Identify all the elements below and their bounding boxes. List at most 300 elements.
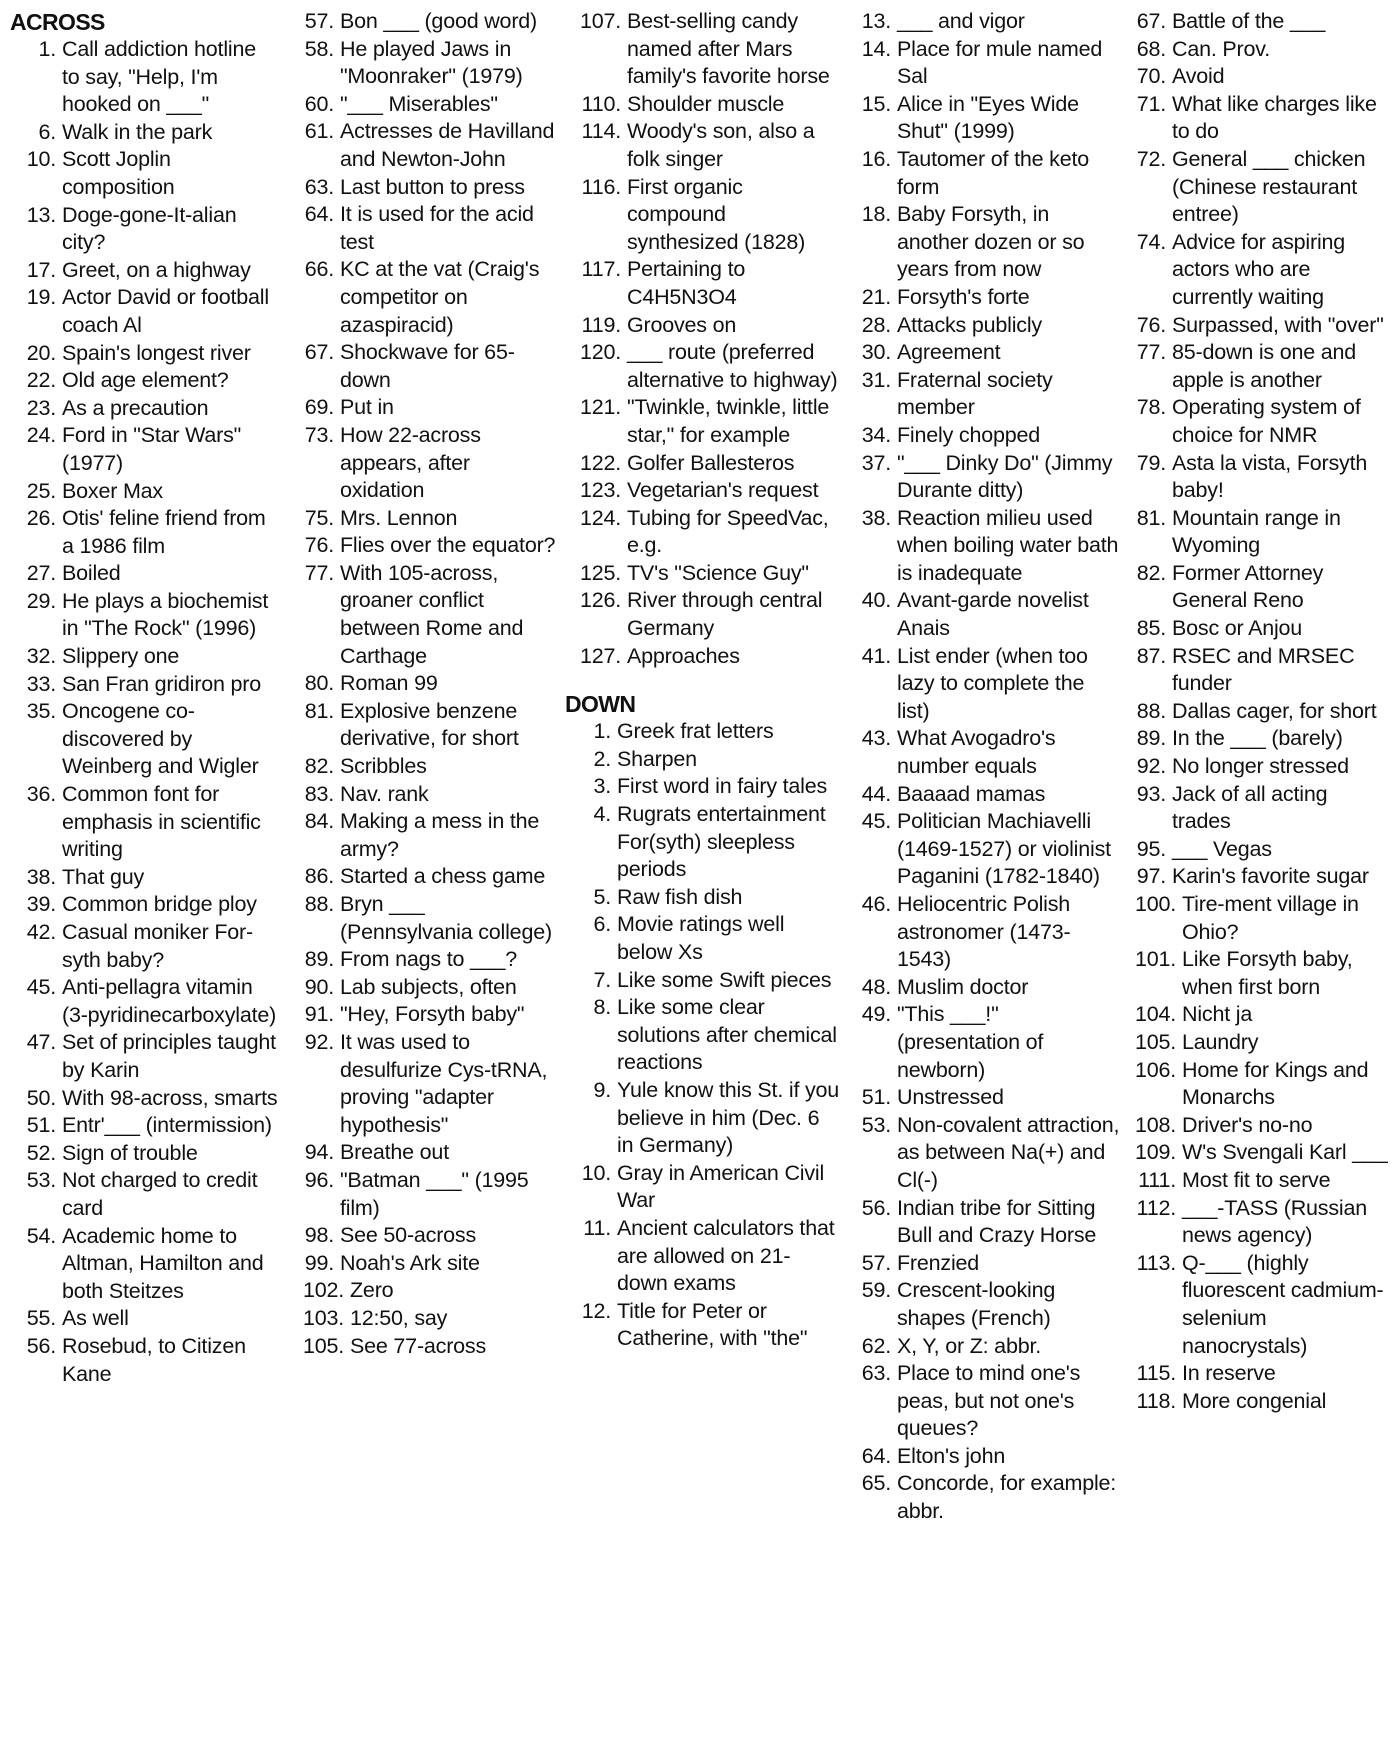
clue-item — [288, 560, 558, 670]
clue-text: Nicht ja — [1182, 1002, 1253, 1027]
clue-item — [10, 1167, 278, 1222]
clue-text: Actresses de Havilland and Newton-John — [340, 119, 555, 171]
clue-number: 109. — [1134, 1140, 1176, 1165]
clue-number: 6. — [38, 119, 56, 144]
clue-number: 11. — [583, 1215, 611, 1240]
clue-item — [565, 505, 840, 560]
clue-text: Raw fish dish — [617, 884, 743, 909]
clue-text: Roman 99 — [340, 671, 438, 696]
clue-number: 83. — [304, 781, 334, 806]
clue-number: 125. — [579, 560, 621, 585]
clue-number: 2. — [593, 746, 611, 771]
clue-number: 74. — [1136, 229, 1166, 254]
clue-text: Forsyth's forte — [897, 284, 1030, 309]
clue-item — [1120, 1139, 1388, 1167]
clue-number: 80. — [304, 671, 334, 696]
clue-number: 1. — [593, 719, 611, 744]
clue-text: Not charged to credit card — [62, 1168, 258, 1220]
clue-item — [288, 532, 558, 560]
clue-item — [1120, 63, 1388, 91]
clue-item — [845, 146, 1120, 201]
clue-item — [10, 1305, 278, 1333]
clue-number: 70. — [1136, 64, 1166, 89]
clue-item — [845, 643, 1120, 726]
clue-text: Set of principles taught by Karin — [62, 1030, 276, 1082]
clue-number: 118. — [1136, 1388, 1176, 1413]
clue-text: Nav. rank — [340, 781, 429, 806]
clue-text: Woody's son, also a folk singer — [627, 119, 815, 171]
clue-item — [1120, 891, 1388, 946]
clue-number: 68. — [1136, 36, 1166, 61]
clue-item — [845, 1360, 1120, 1443]
clue-item — [845, 201, 1120, 284]
clue-number: 1. — [38, 37, 56, 61]
clue-item — [1120, 560, 1388, 615]
clue-number: 64. — [861, 1443, 891, 1468]
clue-item — [565, 174, 840, 257]
clue-number: 51. — [861, 1085, 891, 1110]
clue-number: 71. — [1136, 91, 1166, 116]
clue-item — [10, 864, 278, 892]
clue-text: How 22-across appears, after oxidation — [340, 422, 481, 503]
clue-item — [845, 1084, 1120, 1112]
clue-number: 59. — [861, 1278, 891, 1303]
clue-item — [288, 781, 558, 809]
clue-number: 40. — [861, 588, 891, 613]
clue-item — [288, 698, 558, 753]
clue-item — [10, 119, 278, 147]
clue-text: Lab subjects, often — [340, 974, 517, 999]
clue-item — [565, 339, 840, 394]
clue-text: Greet, on a highway — [62, 257, 251, 282]
clue-item — [565, 450, 840, 478]
clue-number: 86. — [304, 864, 334, 889]
clue-number: 36. — [26, 782, 56, 807]
clue-item — [845, 8, 1120, 36]
clue-item — [1120, 698, 1388, 726]
clue-number: 75. — [304, 505, 334, 530]
clue-number: 31. — [861, 367, 891, 392]
clue-text: Tautomer of the keto form — [897, 146, 1089, 199]
clue-item — [10, 1112, 278, 1140]
clue-number: 121. — [579, 395, 621, 420]
clue-number: 10. — [581, 1160, 611, 1185]
clue-text: Spain's longest river — [62, 340, 251, 365]
clue-number: 105. — [302, 1333, 344, 1358]
clue-item — [565, 643, 840, 671]
clue-number: 38. — [26, 864, 56, 889]
clue-text: "Hey, Forsyth baby" — [340, 1002, 525, 1027]
clue-number: 28. — [861, 312, 891, 337]
clue-number: 81. — [1136, 505, 1166, 530]
clue-number: 45. — [26, 975, 56, 1000]
clue-number: 16. — [861, 146, 891, 171]
clue-item — [845, 808, 1120, 891]
clue-number: 104. — [1134, 1002, 1176, 1027]
clue-item — [10, 781, 278, 864]
clue-item — [845, 1195, 1120, 1250]
clue-item — [845, 781, 1120, 809]
clue-item — [10, 671, 278, 699]
clue-text: Breathe out — [340, 1140, 449, 1165]
clue-item — [845, 284, 1120, 312]
clue-item — [565, 718, 840, 746]
clue-item — [10, 919, 278, 974]
clue-item — [1120, 1388, 1388, 1416]
clue-text: Otis' feline friend from a 1986 film — [62, 506, 266, 558]
clue-item — [845, 587, 1120, 642]
clue-item — [288, 808, 558, 863]
clue-item — [565, 1077, 840, 1160]
clue-item — [288, 1167, 558, 1222]
clue-item — [565, 587, 840, 642]
clue-text: Bon ___ (good word) — [340, 9, 537, 33]
clue-item — [288, 174, 558, 202]
clue-text: Like some clear solutions after chemical reactions — [617, 995, 837, 1075]
clue-number: 7. — [593, 967, 611, 992]
clue-number: 56. — [26, 1333, 56, 1358]
clue-item — [288, 946, 558, 974]
clue-number: 103. — [302, 1305, 344, 1330]
across-heading: ACROSS — [10, 9, 105, 35]
clue-column-2 — [288, 8, 558, 1360]
clue-item — [288, 1277, 558, 1305]
clue-number: 5. — [593, 884, 611, 909]
clue-text: Gray in American Civil War — [617, 1160, 825, 1213]
clue-number: 20. — [26, 340, 56, 365]
clue-number: 32. — [26, 644, 56, 669]
clue-item — [1120, 946, 1388, 1001]
clue-number: 63. — [304, 174, 334, 199]
clue-item — [565, 911, 840, 966]
clue-number: 30. — [861, 340, 891, 365]
clue-number: 85. — [1136, 616, 1166, 641]
clue-item — [1120, 1195, 1388, 1250]
clue-item — [288, 91, 558, 119]
clue-text: "Twinkle, twinkle, little star," for example — [627, 395, 830, 447]
clue-text: As a precaution — [62, 395, 209, 420]
clue-number: 37. — [861, 450, 891, 475]
clue-number: 64. — [304, 202, 334, 227]
clue-number: 45. — [861, 809, 891, 834]
clue-text: As well — [62, 1306, 129, 1331]
clue-item — [1120, 36, 1388, 64]
clue-item — [288, 1139, 558, 1167]
clue-number: 127. — [579, 643, 621, 668]
clue-number: 101. — [1134, 947, 1176, 972]
clue-item — [845, 1443, 1120, 1471]
clue-item — [845, 367, 1120, 422]
clue-number: 69. — [304, 395, 334, 420]
clue-item — [565, 884, 840, 912]
clue-item — [565, 560, 840, 588]
clue-text: Heliocentric Polish astronomer (1473-1543) — [897, 892, 1071, 972]
clue-number: 110. — [581, 91, 621, 116]
clue-text: 85-down is one and apple is another — [1172, 340, 1357, 392]
clue-number: 122. — [579, 450, 621, 475]
clue-number: 22. — [26, 368, 56, 393]
clue-item — [10, 643, 278, 671]
clue-number: 23. — [26, 395, 56, 420]
clue-item — [565, 1215, 840, 1298]
clue-item — [10, 588, 278, 643]
clue-item — [565, 312, 840, 340]
clue-number: 33. — [26, 671, 56, 696]
clue-item — [845, 36, 1120, 91]
clue-number: 89. — [304, 947, 334, 972]
clue-text: It is used for the acid test — [340, 202, 534, 254]
clue-text: Bryn ___ (Pennsylvania college) — [340, 892, 552, 944]
clue-item — [288, 863, 558, 891]
clue-item — [1120, 146, 1388, 229]
clue-item — [288, 753, 558, 781]
clue-column-1 — [10, 8, 278, 1388]
clue-item — [845, 1001, 1120, 1084]
clue-number: 88. — [304, 892, 334, 916]
clue-item — [10, 1085, 278, 1113]
clue-text: Avoid — [1172, 64, 1225, 89]
clue-text: Battle of the ___ — [1172, 9, 1326, 33]
clue-column-3 — [565, 8, 840, 1353]
clue-text: ___ Vegas — [1172, 836, 1272, 861]
clue-number: 100. — [1134, 892, 1176, 916]
clue-text: That guy — [62, 864, 145, 889]
clue-number: 88. — [1136, 698, 1166, 723]
clue-item — [565, 746, 840, 774]
clue-number: 13. — [861, 9, 891, 33]
clue-number: 15. — [861, 91, 891, 116]
clue-item — [288, 1222, 558, 1250]
clue-number: 67. — [1136, 9, 1166, 33]
clue-item — [288, 8, 558, 36]
clue-item — [1120, 1029, 1388, 1057]
clue-item — [10, 36, 278, 119]
clue-text: Shockwave for 65-down — [340, 340, 515, 392]
clue-item — [1120, 1001, 1388, 1029]
clue-text: Making a mess in the army? — [340, 809, 540, 861]
clue-text: Doge-gone-It-alian city? — [62, 202, 237, 255]
clue-text: Finely chopped — [897, 422, 1041, 447]
clue-item — [10, 340, 278, 368]
clue-text: Frenzied — [897, 1250, 980, 1275]
clue-item — [845, 91, 1120, 146]
clue-number: 98. — [304, 1223, 334, 1248]
clue-item — [1120, 312, 1388, 340]
clue-number: 77. — [1136, 340, 1166, 365]
clue-text: Slippery one — [62, 644, 180, 669]
clue-item — [10, 1223, 278, 1306]
clue-text: "Batman ___" (1995 film) — [340, 1167, 529, 1220]
clue-number: 53. — [861, 1112, 891, 1137]
clue-item — [288, 422, 558, 505]
clue-text: San Fran gridiron pro — [62, 671, 261, 696]
clue-text: Alice in "Eyes Wide Shut" (1999) — [897, 91, 1079, 144]
clue-text: Boxer Max — [62, 478, 163, 503]
clue-number: 25. — [26, 478, 56, 503]
clue-item — [845, 725, 1120, 780]
clue-text: W's Svengali Karl ___ — [1182, 1140, 1388, 1165]
clue-item — [1120, 1250, 1388, 1360]
clue-text: X, Y, or Z: abbr. — [897, 1333, 1042, 1358]
clue-text: He plays a biochemist in "The Rock" (1996) — [62, 588, 269, 641]
clue-number: 51. — [26, 1113, 56, 1138]
clue-number: 95. — [1136, 836, 1166, 861]
clue-number: 107. — [579, 9, 621, 33]
clue-number: 19. — [26, 285, 56, 310]
clue-number: 10. — [26, 147, 56, 172]
clue-item — [565, 477, 840, 505]
clue-number: 81. — [304, 698, 334, 723]
clue-item — [10, 422, 278, 477]
clue-text: Ancient calculators that are allowed on 21-down exams — [617, 1215, 835, 1296]
clue-number: 42. — [26, 920, 56, 944]
clue-number: 47. — [26, 1030, 56, 1055]
clue-item — [565, 801, 840, 884]
clue-item — [1120, 450, 1388, 505]
clue-text: Surpassed, with "over" — [1172, 312, 1384, 337]
clue-number: 92. — [1136, 754, 1166, 779]
clue-number: 41. — [861, 643, 891, 668]
clue-item — [1120, 643, 1388, 698]
clue-text: Tire-ment village in Ohio? — [1182, 892, 1359, 944]
clue-number: 119. — [581, 312, 621, 337]
clue-text: Like some Swift pieces — [617, 967, 832, 992]
clue-number: 60. — [304, 91, 334, 116]
clue-number: 29. — [26, 588, 56, 613]
clue-text: Title for Peter or Catherine, with "the" — [617, 1298, 808, 1351]
clue-number: 24. — [26, 423, 56, 448]
clue-item — [565, 1298, 840, 1353]
clue-text: Golfer Ballesteros — [627, 450, 795, 475]
clue-text: Rosebud, to Citizen Kane — [62, 1333, 246, 1386]
clue-text: Jack of all acting trades — [1172, 781, 1328, 834]
clue-number: 9. — [593, 1077, 611, 1102]
clue-item — [565, 118, 840, 173]
clue-column-4 — [845, 8, 1120, 1526]
clue-item — [565, 967, 840, 995]
clue-text: Vegetarian's request — [627, 478, 819, 503]
clue-number: 76. — [1136, 312, 1166, 337]
clue-text: From nags to ___? — [340, 947, 518, 972]
clue-text: Asta la vista, Forsyth baby! — [1172, 450, 1368, 503]
clue-column-5 — [1120, 8, 1388, 1415]
clue-text: "___ Dinky Do" (Jimmy Durante ditty) — [897, 450, 1113, 503]
clue-text: KC at the vat (Craig's competitor on azaspiracid) — [340, 257, 540, 337]
clue-number: 78. — [1136, 395, 1166, 420]
clue-number: 112. — [1136, 1195, 1176, 1220]
clue-text: Call addiction hotline to say, "Help, I'm hooked on ___" — [62, 37, 257, 117]
clue-number: 57. — [304, 9, 334, 33]
clue-text: List ender (when too lazy to complete the list) — [897, 643, 1088, 723]
clue-number: 93. — [1136, 781, 1166, 806]
clue-number: 58. — [304, 36, 334, 61]
clue-text: River through central Germany — [627, 588, 823, 641]
clue-text: General ___ chicken (Chinese restaurant entree) — [1172, 146, 1366, 227]
clue-item — [288, 201, 558, 256]
clue-text: Can. Prov. — [1172, 36, 1270, 61]
clue-number: 39. — [26, 892, 56, 917]
clue-text: Started a chess game — [340, 864, 546, 889]
clue-item — [845, 1112, 1120, 1195]
clue-number: 67. — [304, 340, 334, 365]
clue-text: Sharpen — [617, 746, 697, 771]
clue-number: 21. — [861, 284, 891, 309]
clue-text: Pertaining to C4H5N3O4 — [627, 257, 746, 309]
clue-item — [565, 1160, 840, 1215]
clue-number: 84. — [304, 809, 334, 834]
clue-number: 97. — [1136, 864, 1166, 889]
clue-text: What like charges like to do — [1172, 91, 1377, 144]
clue-number: 90. — [304, 974, 334, 999]
clue-number: 82. — [304, 754, 334, 779]
clue-item — [1120, 229, 1388, 312]
clue-item — [1120, 1360, 1388, 1388]
clue-text: Grooves on — [627, 312, 737, 337]
clue-text: Ford in "Star Wars" (1977) — [62, 423, 242, 475]
clue-number: 13. — [26, 202, 56, 227]
clue-text: Attacks publicly — [897, 312, 1042, 337]
clue-text: Put in — [340, 395, 394, 420]
clue-text: Explosive benzene derivative, for short — [340, 698, 519, 751]
clue-number: 3. — [593, 774, 611, 799]
clue-text: Concorde, for example: abbr. — [897, 1471, 1117, 1524]
clue-number: 4. — [593, 802, 611, 827]
clue-number: 12. — [581, 1298, 611, 1323]
clue-item — [565, 773, 840, 801]
clue-text: Sign of trouble — [62, 1140, 198, 1165]
clue-number: 115. — [1136, 1361, 1176, 1386]
clue-text: Unstressed — [897, 1085, 1004, 1110]
clue-text: TV's "Science Guy" — [627, 560, 809, 585]
clue-item — [10, 395, 278, 423]
clue-text: Shoulder muscle — [627, 91, 785, 116]
clue-text: Politician Machiavelli (1469-1527) or violinist Paganini (1782-1840) — [897, 809, 1111, 889]
clue-item — [845, 312, 1120, 340]
clue-text: Academic home to Altman, Hamilton and both Steitzes — [62, 1223, 264, 1303]
clue-item — [565, 994, 840, 1077]
clue-text: Karin's favorite sugar — [1172, 864, 1369, 889]
clue-text: ___-TASS (Russian news agency) — [1182, 1195, 1367, 1248]
clue-item — [845, 891, 1120, 974]
clue-text: Oncogene co-discovered by Weinberg and Wigler — [62, 699, 259, 779]
clue-text: With 105-across, groaner conflict between Rome and Carthage — [340, 560, 524, 668]
clue-text: Non-covalent attraction, as between Na(+) and Cl(-) — [897, 1112, 1120, 1192]
clue-text: Best-selling candy named after Mars family's favorite horse — [627, 9, 830, 89]
clue-text: Avant-garde novelist Anais — [897, 588, 1089, 641]
clue-text: Flies over the equator? — [340, 533, 556, 558]
clue-number: 50. — [26, 1085, 56, 1110]
clue-text: See 50-across — [340, 1223, 477, 1248]
clue-item — [288, 394, 558, 422]
clue-item — [1120, 339, 1388, 394]
clue-item — [845, 1333, 1120, 1361]
clue-text: It was used to desulfurize Cys-tRNA, proving "adapter hypothesis" — [340, 1029, 548, 1137]
clue-text: Approaches — [627, 643, 740, 668]
clue-text: Muslim doctor — [897, 974, 1029, 999]
clue-text: Most fit to serve — [1182, 1167, 1331, 1192]
clue-item — [845, 1250, 1120, 1278]
clue-item — [10, 505, 278, 560]
clue-text: 12:50, say — [350, 1305, 448, 1330]
clue-text: Yule know this St. if you believe in him (Dec. 6 in Germany) — [617, 1077, 840, 1158]
clue-item — [10, 1140, 278, 1168]
clue-text: Q-___ (highly fluorescent cadmium-selenium nanocrystals) — [1182, 1250, 1384, 1358]
clue-item — [845, 974, 1120, 1002]
clue-item — [1120, 91, 1388, 146]
clue-text: "This ___!" (presentation of newborn) — [897, 1002, 1044, 1082]
clue-number: 54. — [26, 1223, 56, 1248]
clue-item — [1120, 863, 1388, 891]
